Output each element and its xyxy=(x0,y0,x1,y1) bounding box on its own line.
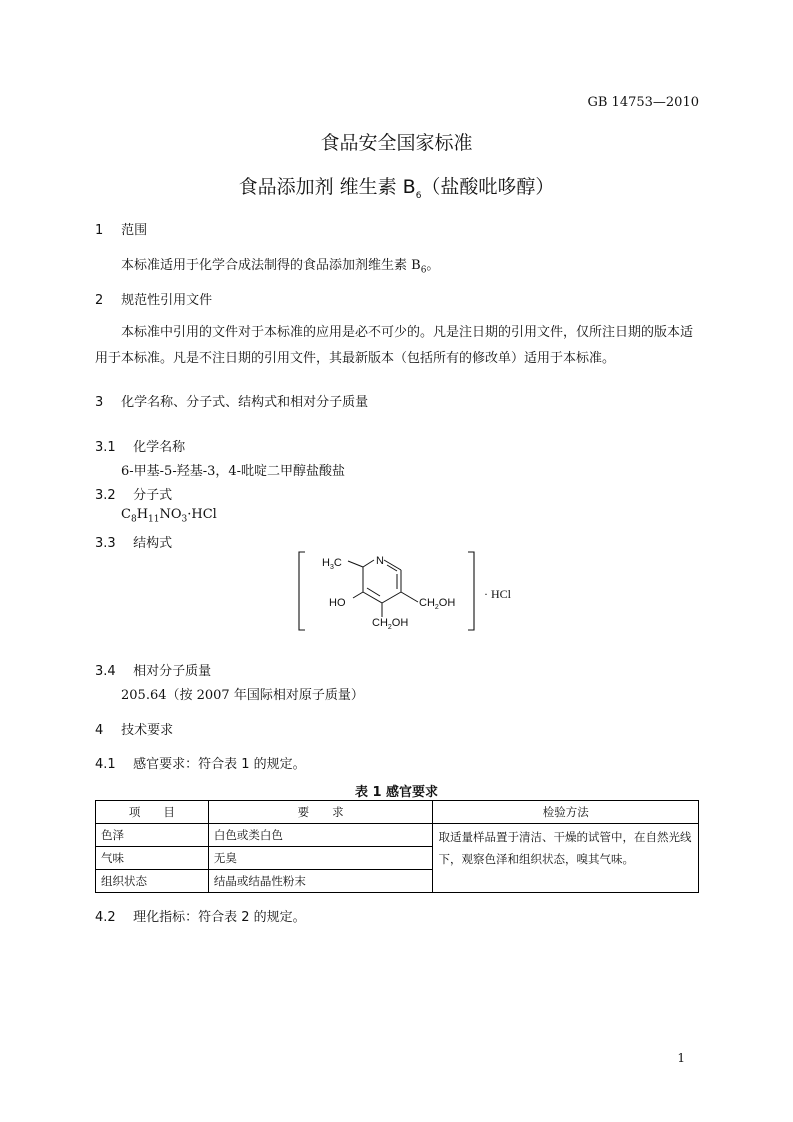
section-title: 感官要求：符合表 1 的规定。 xyxy=(133,757,306,772)
section-title: 规范性引用文件 xyxy=(121,293,213,308)
section-3-4-heading xyxy=(95,660,211,679)
chemical-name: 6-甲基-5-羟基-3，4-吡啶二甲醇盐酸盐 xyxy=(121,464,346,479)
table-1-caption: 表 1 感官要求 xyxy=(354,785,439,800)
header-test-method: 检验方法 xyxy=(433,801,699,824)
section-2-text: 本标准中引用的文件对于本标准的应用是必不可少的。凡是注日期的引用文件，仅所注日期的版本适用于本标准。凡是不注日期的引用文件，其最新版本（包括所有的修改单）适用于本标准。 xyxy=(95,325,694,366)
section-3-1-heading xyxy=(95,436,185,455)
section-3-heading xyxy=(95,391,368,410)
item-cell: 气味 xyxy=(96,847,209,870)
section-number: 3.3 xyxy=(95,536,116,551)
section-2-heading xyxy=(95,289,212,308)
header-requirement: 要 求 xyxy=(208,801,433,824)
section-1-heading xyxy=(95,219,147,238)
document-subtitle: 食品添加剂 维生素 $B_6$（盐酸吡哆醇） xyxy=(238,176,555,201)
molecular-formula: $C_8H_{11}NO_3\cdot HCl$ xyxy=(121,507,217,525)
bracket-right xyxy=(468,552,474,630)
table-row xyxy=(96,824,699,847)
section-number: 3.2 xyxy=(95,488,116,503)
section-1-text: 本标准适用于化学合成法制得的食品添加剂维生素 $B_6$。 xyxy=(121,258,440,276)
section-title: 结构式 xyxy=(133,536,173,551)
requirement-cell: 无臭 xyxy=(208,847,433,870)
requirement-cell: 白色或类白色 xyxy=(208,824,433,847)
nitrogen-label: N xyxy=(376,555,384,567)
molecular-weight: 205.64（按 2007 年国际相对原子质量） xyxy=(121,688,364,703)
section-number: 3.4 xyxy=(95,664,116,679)
section-3-2-heading xyxy=(95,484,172,503)
substituent-bonds xyxy=(348,561,418,617)
test-method-cell: 取适量样品置于清洁、干燥的试管中，在自然光线下，观察色泽和组织状态，嗅其气味。 xyxy=(433,824,699,893)
section-title: 理化指标：符合表 2 的规定。 xyxy=(133,910,306,925)
section-number: 3 xyxy=(95,395,104,410)
bracket-left xyxy=(299,552,305,630)
section-number: 4 xyxy=(95,723,104,738)
section-4-2-heading xyxy=(95,906,306,925)
sensory-requirements-table xyxy=(95,800,699,893)
section-3-3-heading xyxy=(95,532,172,551)
section-title: 技术要求 xyxy=(121,723,174,738)
hydroxyl-label: HO xyxy=(329,597,346,609)
section-title: 相对分子质量 xyxy=(133,664,212,679)
header-item: 项 目 xyxy=(96,801,209,824)
item-cell: 组织状态 xyxy=(96,870,209,893)
section-number: 3.1 xyxy=(95,440,116,455)
section-number: 1 xyxy=(95,223,104,238)
section-number: 4.2 xyxy=(95,910,116,925)
requirement-cell: 结晶或结晶性粉末 xyxy=(208,870,433,893)
section-4-1-heading xyxy=(95,753,306,772)
section-number: 4.1 xyxy=(95,757,116,772)
structural-formula xyxy=(296,551,536,631)
section-title: 分子式 xyxy=(133,488,173,503)
item-cell: 色泽 xyxy=(96,824,209,847)
section-title: 范围 xyxy=(121,223,148,238)
standard-number: GB 14753—2010 xyxy=(587,95,699,110)
section-title: 化学名称、分子式、结构式和相对分子质量 xyxy=(121,395,369,410)
section-title: 化学名称 xyxy=(133,440,186,455)
document-title: 食品安全国家标准 xyxy=(320,132,473,154)
section-number: 2 xyxy=(95,293,104,308)
table-header-row xyxy=(96,801,699,824)
page-number: 1 xyxy=(677,1051,685,1065)
hydroxymethyl-label-bottom: $CH_2OH$ xyxy=(372,617,409,631)
methyl-label: $H_3C$ xyxy=(322,557,342,571)
hcl-label: · HCl xyxy=(484,587,511,601)
hydroxymethyl-label-right: $CH_2OH$ xyxy=(419,597,456,611)
section-4-heading xyxy=(95,719,173,738)
